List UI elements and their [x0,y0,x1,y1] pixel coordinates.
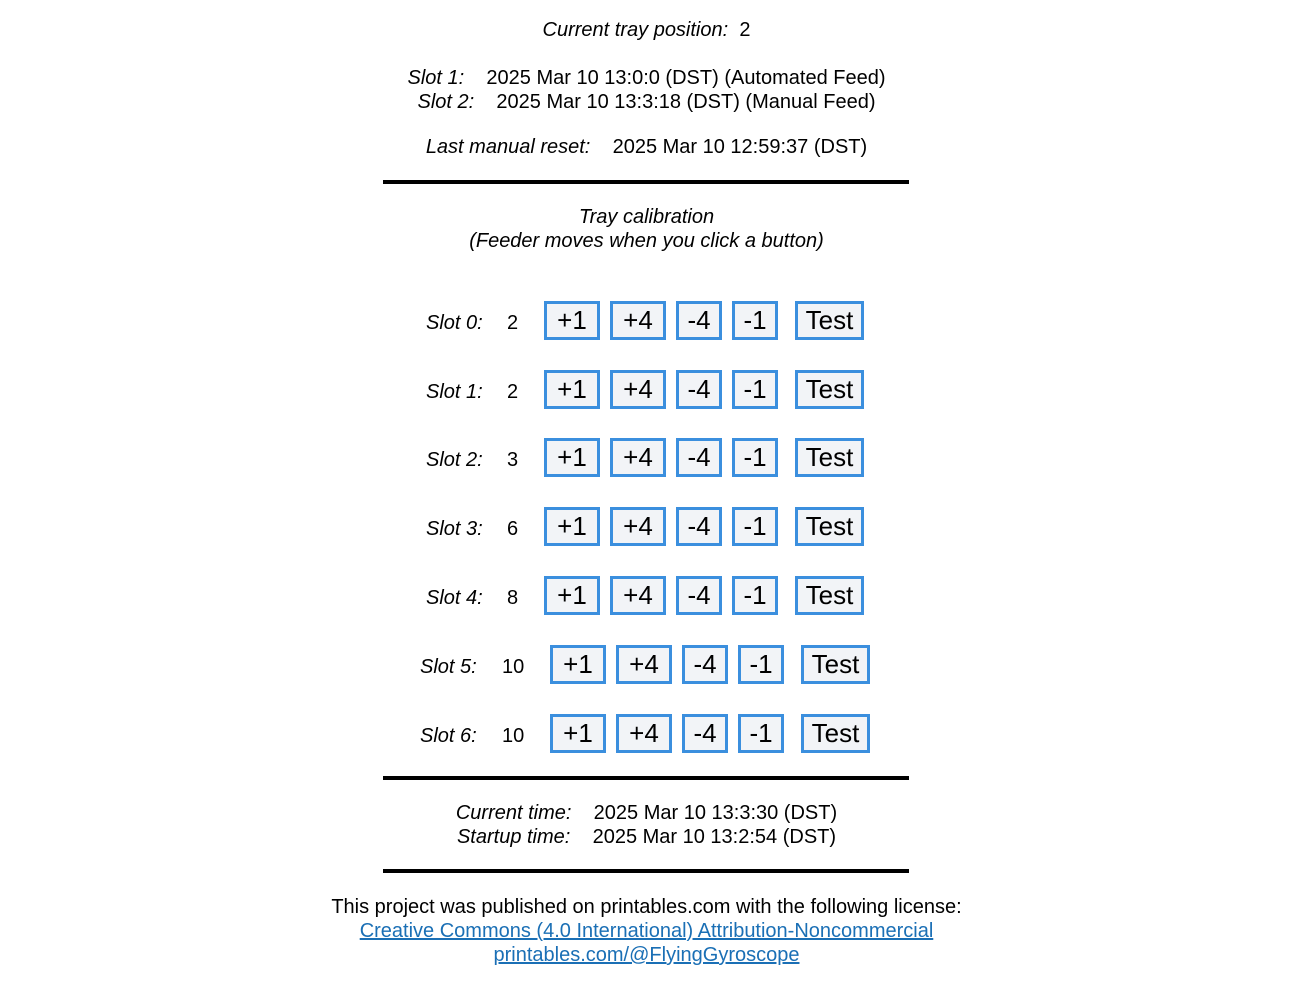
divider [383,869,909,873]
license-text: This project was published on printables.com with the following license: [331,896,962,918]
last-reset-line [0,136,1293,159]
slot5-minus1-button[interactable]: -1 [738,645,784,684]
slot-value: 10 [502,656,525,678]
slot6-test-button[interactable]: Test [801,714,870,753]
slot6-plus1-button[interactable]: +1 [550,714,606,753]
current-time-value: 2025 Mar 10 13:3:30 (DST) [593,802,838,824]
tray-position-label: Current tray position: [542,19,729,41]
slot3-test-button[interactable]: Test [795,507,864,546]
current-time-label: Current time: [455,802,572,824]
slot3-minus4-button[interactable]: -4 [676,507,722,546]
slot-label: Slot 1: [426,381,483,403]
last-reset-label: Last manual reset: [425,136,591,158]
slot-value: 10 [502,725,525,747]
slot-label: Slot 0: [426,312,483,334]
slot6-plus4-button[interactable]: +4 [616,714,672,753]
slot1-feed-value: 2025 Mar 10 13:0:0 (DST) (Automated Feed) [486,67,886,89]
divider [383,180,909,184]
slot4-minus1-button[interactable]: -1 [732,576,778,615]
slot-value: 8 [507,587,519,609]
slot-label: Slot 6: [420,725,477,747]
slot0-test-button[interactable]: Test [795,301,864,340]
slot5-minus4-button[interactable]: -4 [682,645,728,684]
slot2-minus4-button[interactable]: -4 [676,438,722,477]
slot6-minus4-button[interactable]: -4 [682,714,728,753]
slot5-test-button[interactable]: Test [801,645,870,684]
slot3-minus1-button[interactable]: -1 [732,507,778,546]
slot-value: 2 [507,381,519,403]
calibration-title: Tray calibration [578,206,715,228]
slot3-plus4-button[interactable]: +4 [610,507,666,546]
slot5-plus4-button[interactable]: +4 [616,645,672,684]
slot2-feed-label: Slot 2: [417,91,475,113]
profile-link-line [0,944,1293,967]
license-link[interactable]: Creative Commons (4.0 International) Attribution-Noncommercial [359,920,934,942]
slot0-minus4-button[interactable]: -4 [676,301,722,340]
slot5-plus1-button[interactable]: +1 [550,645,606,684]
slot1-minus4-button[interactable]: -4 [676,370,722,409]
slot-label: Slot 3: [426,518,483,540]
slot-value: 3 [507,449,519,471]
slot2-plus1-button[interactable]: +1 [544,438,600,477]
slot2-plus4-button[interactable]: +4 [610,438,666,477]
startup-time-label: Startup time: [456,826,571,848]
slot4-plus4-button[interactable]: +4 [610,576,666,615]
slot-label: Slot 5: [420,656,477,678]
slot0-minus1-button[interactable]: -1 [732,301,778,340]
slot1-minus1-button[interactable]: -1 [732,370,778,409]
startup-time-value: 2025 Mar 10 13:2:54 (DST) [592,826,837,848]
slot4-test-button[interactable]: Test [795,576,864,615]
slot6-minus1-button[interactable]: -1 [738,714,784,753]
divider [383,776,909,780]
slot2-feed-line [0,91,1293,114]
slot0-plus1-button[interactable]: +1 [544,301,600,340]
slot-label: Slot 4: [426,587,483,609]
startup-time-line [0,826,1293,849]
calibration-subtitle: (Feeder moves when you click a button) [469,230,824,252]
slot3-plus1-button[interactable]: +1 [544,507,600,546]
slot1-test-button[interactable]: Test [795,370,864,409]
slot-value: 6 [507,518,519,540]
slot0-plus4-button[interactable]: +4 [610,301,666,340]
license-link-line [0,920,1293,943]
profile-link[interactable]: printables.com/@FlyingGyroscope [493,944,800,966]
slot1-feed-label: Slot 1: [407,67,465,89]
slot1-plus4-button[interactable]: +4 [610,370,666,409]
slot1-plus1-button[interactable]: +1 [544,370,600,409]
tray-position-value: 2 [739,19,751,41]
slot2-minus1-button[interactable]: -1 [732,438,778,477]
slot2-test-button[interactable]: Test [795,438,864,477]
slot2-feed-value: 2025 Mar 10 13:3:18 (DST) (Manual Feed) [496,91,876,113]
last-reset-value: 2025 Mar 10 12:59:37 (DST) [612,136,868,158]
slot-label: Slot 2: [426,449,483,471]
slot4-plus1-button[interactable]: +1 [544,576,600,615]
tray-position-line [0,19,1293,42]
current-time-line [0,802,1293,825]
slot-value: 2 [507,312,519,334]
slot1-feed-line [0,67,1293,90]
slot4-minus4-button[interactable]: -4 [676,576,722,615]
